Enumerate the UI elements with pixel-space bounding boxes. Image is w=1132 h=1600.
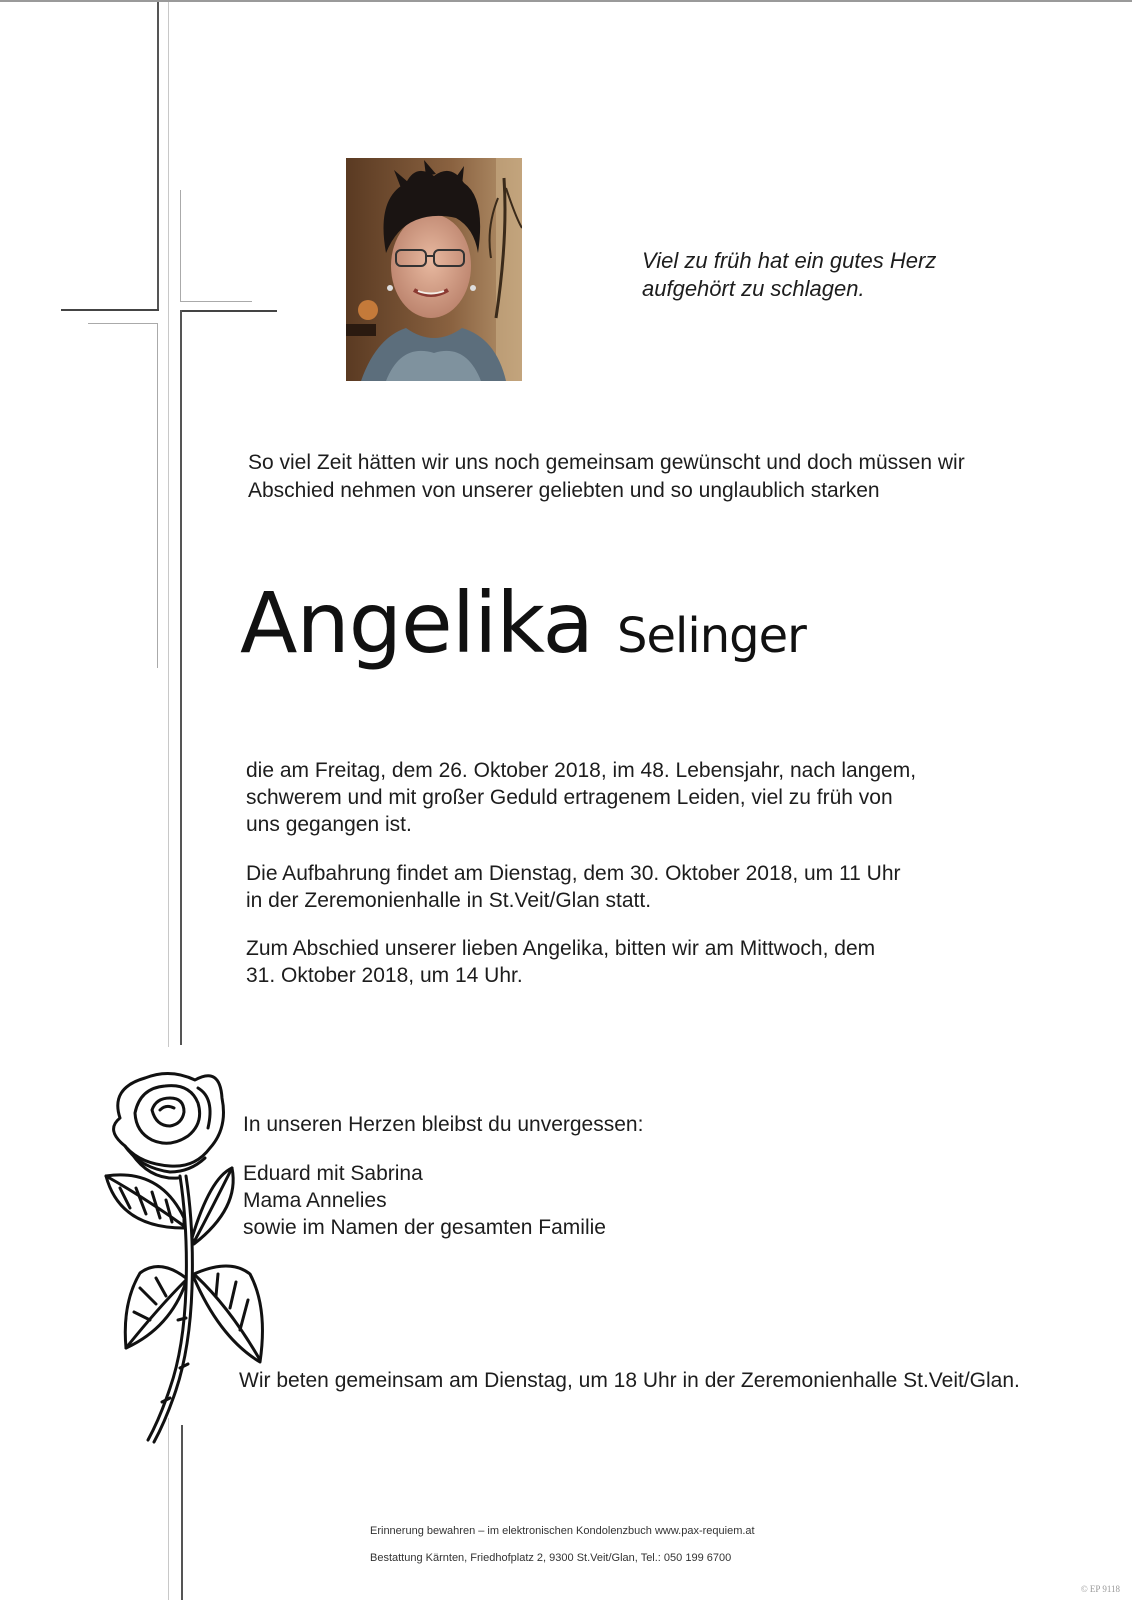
notice-line: schwerem und mit großer Geduld ertragenem Leiden, viel zu früh von	[246, 786, 893, 809]
notice-line: die am Freitag, dem 26. Oktober 2018, im 48. Lebensjahr, nach langem,	[246, 759, 917, 782]
notice-line: uns gegangen ist.	[246, 813, 412, 836]
portrait-photo	[346, 158, 522, 381]
mourner-entry: Mama Annelies	[243, 1189, 387, 1212]
intro-line: So viel Zeit hätten wir uns noch gemeinsam gewünscht und doch müssen wir	[248, 451, 965, 474]
prayer-notice: Wir beten gemeinsam am Dienstag, um 18 Uhr in der Zeremonienhalle St.Veit/Glan.	[239, 1369, 1020, 1392]
memorial-quote	[642, 247, 1062, 303]
footer-condolence-line: Erinnerung bewahren – im elektronischen Kondolenzbuch www.pax-requiem.at	[370, 1525, 755, 1537]
footer-address-line: Bestattung Kärnten, Friedhofplatz 2, 9300 St.Veit/Glan, Tel.: 050 199 6700	[370, 1552, 732, 1564]
viewing-notice	[246, 860, 1046, 914]
intro-text	[248, 449, 1068, 505]
farewell-line: Zum Abschied unserer lieben Angelika, bitten wir am Mittwoch, dem	[246, 937, 876, 960]
farewell-line: 31. Oktober 2018, um 14 Uhr.	[246, 964, 523, 987]
mourner-entry: Eduard mit Sabrina	[243, 1162, 423, 1185]
print-code: © EP 9118	[1080, 1584, 1120, 1594]
mourners-block	[243, 1111, 883, 1241]
top-rule	[0, 0, 1132, 2]
death-notice	[246, 757, 1046, 838]
deceased-name	[240, 574, 806, 672]
intro-line: Abschied nehmen von unserer geliebten und so unglaublich starken	[248, 479, 880, 502]
viewing-line: in der Zeremonienhalle in St.Veit/Glan statt.	[246, 889, 652, 912]
mourners-intro: In unseren Herzen bleibst du unvergessen:	[243, 1113, 644, 1136]
last-name: Selinger	[617, 608, 806, 664]
viewing-line: Die Aufbahrung findet am Dienstag, dem 30. Oktober 2018, um 11 Uhr	[246, 862, 901, 885]
mourner-entry: sowie im Namen der gesamten Familie	[243, 1216, 606, 1239]
first-name: Angelika	[240, 574, 594, 672]
quote-line: Viel zu früh hat ein gutes Herz	[642, 248, 937, 273]
farewell-notice	[246, 935, 1046, 989]
quote-line: aufgehört zu schlagen.	[642, 276, 865, 301]
